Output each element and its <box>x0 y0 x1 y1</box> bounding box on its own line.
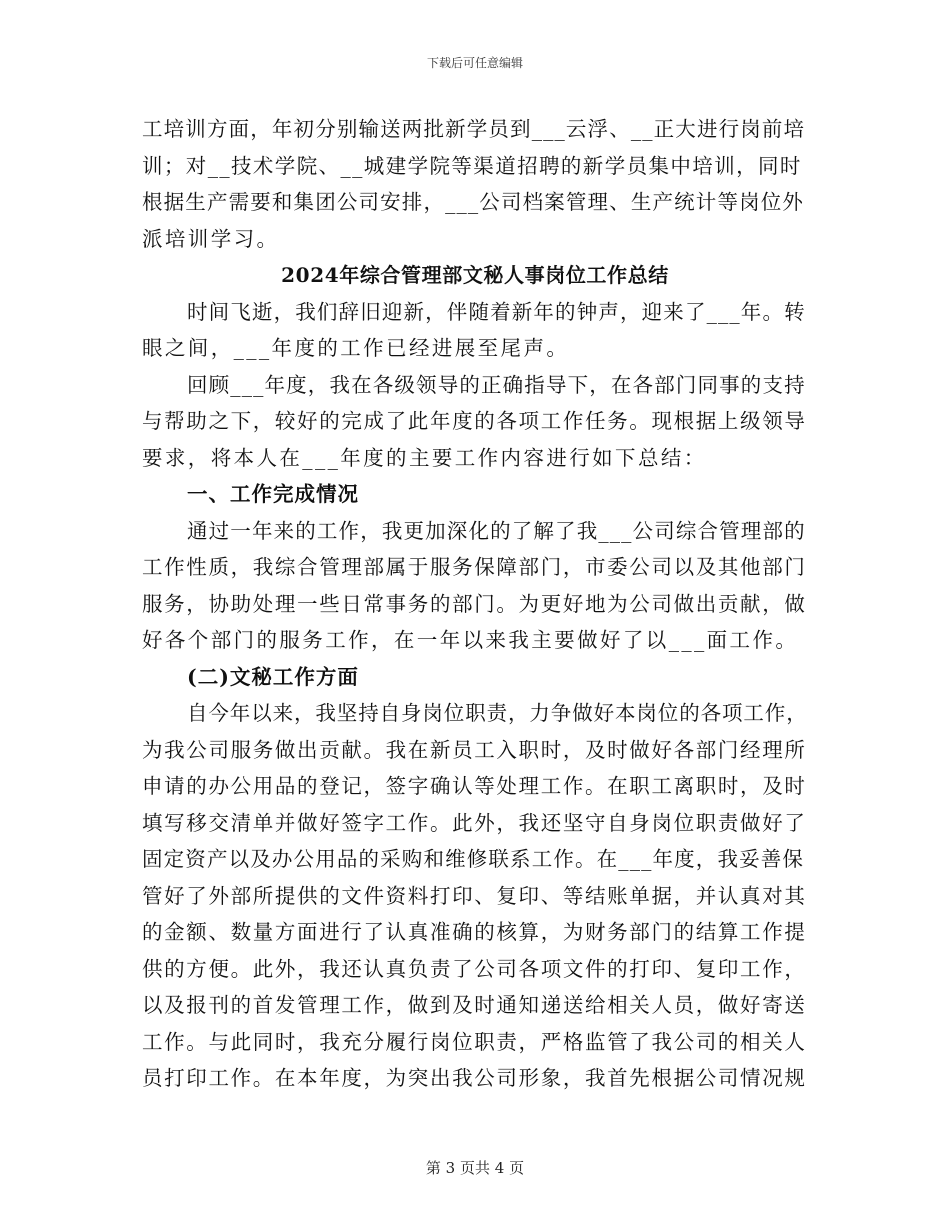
paragraph-line: 管好了外部所提供的文件资料打印、复印、等结账单据，并认真对其 <box>142 883 807 908</box>
paragraph-line: 派培训学习。 <box>142 226 280 251</box>
page-header: 下载后可任意编辑 <box>426 56 523 70</box>
paragraph-line: 好各个部门的服务工作，在一年以来我主要做好了以___面工作。 <box>142 628 799 652</box>
paragraph-line: 供的方便。此外，我还认真负责了公司各项文件的打印、复印工作， <box>142 956 807 981</box>
paragraph-line: 填写移交清单并做好签字工作。此外，我还坚守自身岗位职责做好了 <box>142 810 807 835</box>
paragraph-line: 回顾___年度，我在各级领导的正确指导下，在各部门同事的支持 <box>187 372 806 397</box>
paragraph-line: 自今年以来，我坚持自身岗位职责，力争做好本岗位的各项工作， <box>187 701 808 725</box>
paragraph-line: 工作性质，我综合管理部属于服务保障部门，市委公司以及其他部门 <box>142 555 807 579</box>
page-footer: 第 3 页共 4 页 <box>425 1159 525 1177</box>
paragraph-line: 与帮助之下，较好的完成了此年度的各项工作任务。现根据上级领导 <box>142 409 807 433</box>
paragraph-line: 眼之间，___年度的工作已经进展至尾声。 <box>142 336 570 360</box>
paragraph-line: 为我公司服务做出贡献。我在新员工入职时，及时做好各部门经理所 <box>142 737 807 762</box>
paragraph-line: 工作。与此同时，我充分履行岗位职责，严格监管了我公司的相关人 <box>142 1029 807 1054</box>
paragraph-line: 员打印工作。在本年度，为突出我公司形象，我首先根据公司情况规 <box>142 1066 807 1090</box>
paragraph-line: 训；对__技术学院、__城建学院等渠道招聘的新学员集中培训，同时 <box>142 153 802 178</box>
paragraph-line: 要求，将本人在___年度的主要工作内容进行如下总结： <box>142 445 707 470</box>
paragraph-line: 服务，协助处理一些日常事务的部门。为更好地为公司做出贡献，做 <box>142 591 807 616</box>
document-body <box>142 111 808 1097</box>
paragraph-line: 以及报刊的首发管理工作，做到及时通知递送给相关人员，做好寄送 <box>142 993 807 1017</box>
section-heading: 一、工作完成情况 <box>187 482 359 506</box>
section-heading: (二)文秘工作方面 <box>187 664 359 689</box>
paragraph-line: 固定资产以及办公用品的采购和维修联系工作。在___年度，我妥善保 <box>142 847 805 871</box>
paragraph-line: 的金额、数量方面进行了认真准确的核算，为财务部门的结算工作提 <box>142 920 807 944</box>
paragraph-line: 根据生产需要和集团公司安排，___公司档案管理、生产统计等岗位外 <box>142 190 805 214</box>
paragraph-line: 通过一年来的工作，我更加深化的了解了我___公司综合管理部的 <box>187 518 806 543</box>
paragraph-line: 申请的办公用品的登记，签字确认等处理工作。在职工离职时，及时 <box>142 774 807 798</box>
paragraph-line: 工培训方面，年初分别输送两批新学员到___云浮、__正大进行岗前培 <box>142 117 806 141</box>
document-title: 2024年综合管理部文秘人事岗位工作总结 <box>281 263 669 287</box>
paragraph-line: 时间飞逝，我们辞旧迎新，伴随着新年的钟声，迎来了___年。转 <box>187 299 806 324</box>
